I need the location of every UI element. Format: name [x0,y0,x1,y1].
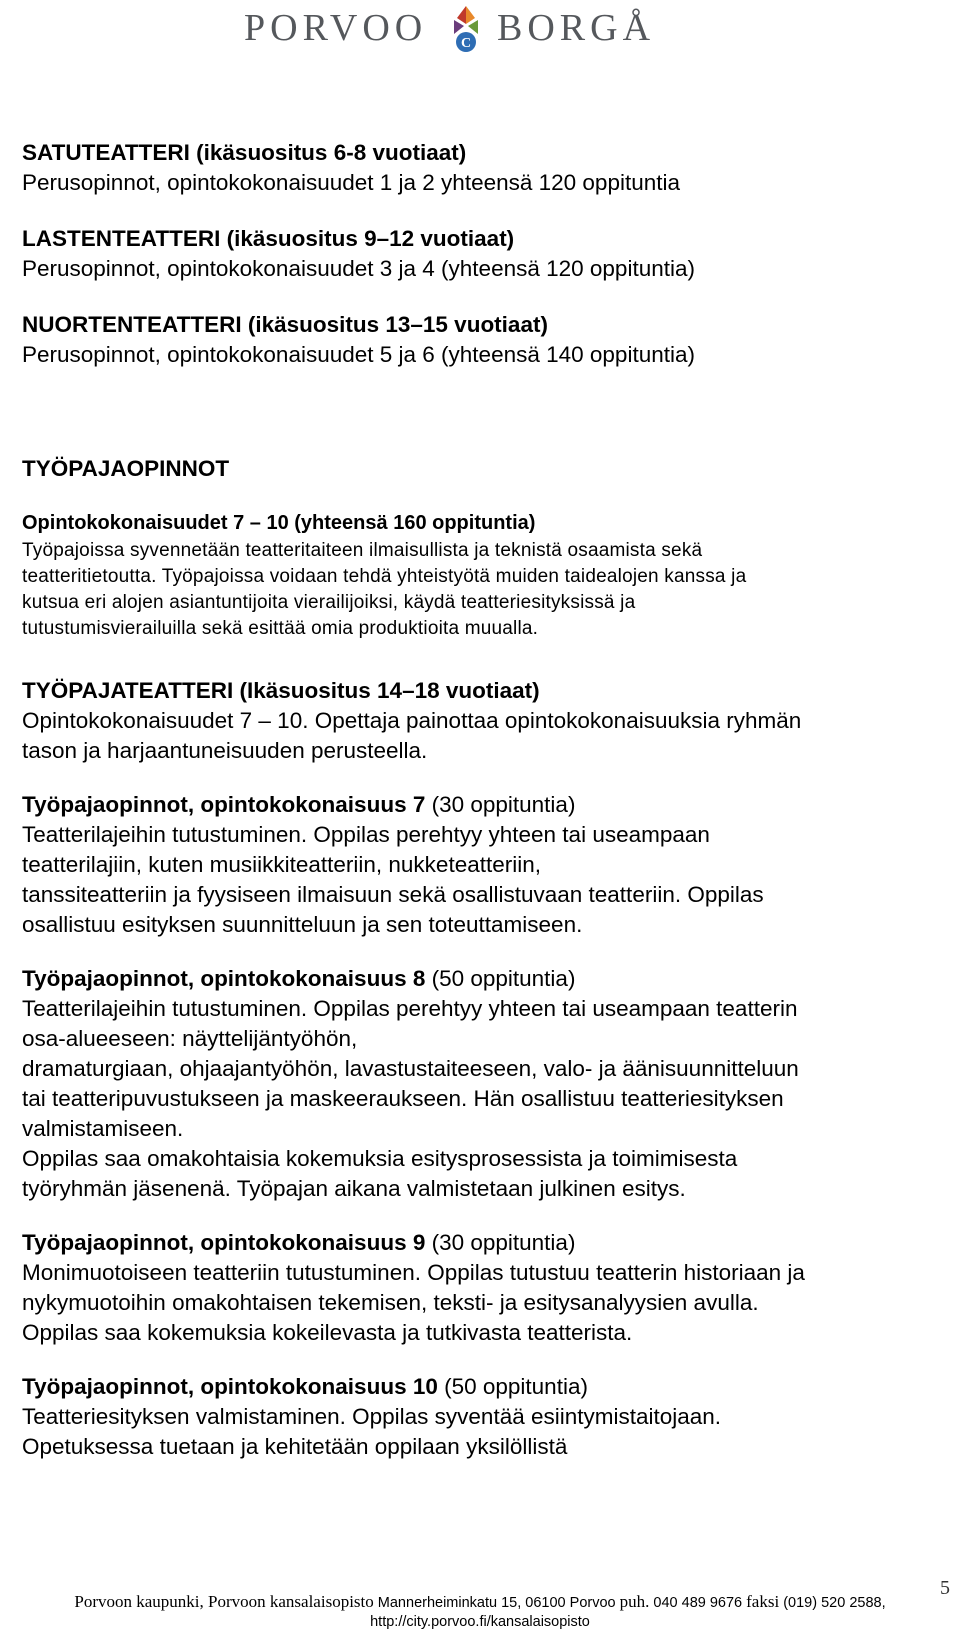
section-subheading: Opintokokonaisuudet 7 – 10 (yhteensä 160 oppituntia) [22,512,536,534]
section-tyopajateatteri [22,676,942,766]
footer-phone-label: puh. [619,1592,650,1611]
paragraph-line: osa-alueeseen: näyttelijäntyöhön, [22,1026,358,1051]
paragraph-line: tanssiteatteriin ja fyysiseen ilmaisuun sekä osallistuvaan teatteriin. Oppilas [22,882,764,907]
footer-phone: 040 489 9676 [649,1595,747,1611]
footer-contact-line [0,1592,960,1613]
paragraph-line: tutustumisvierailuilla sekä esittää omia produktioita muualla. [22,618,539,639]
footer-fax-label: faksi [746,1592,780,1611]
paragraph-line: osallistuu esityksen suunnitteluun ja sen toteuttamiseen. [22,912,583,937]
paragraph-line: tai teatteripuvustukseen ja maskeeraukseen. Hän osallistuu teatteriesityksen [22,1086,784,1111]
section-title: LASTENTEATTERI (ikäsuositus 9–12 vuotiaat) [22,226,515,251]
section-text: Perusopinnot, opintokokonaisuudet 3 ja 4 (yhteensä 120 oppituntia) [22,256,695,281]
section-title [22,1372,942,1402]
section-tyopajaopinnot [22,454,942,642]
paragraph-line: kutsua eri alojen asiantuntijoita vierailijoiksi, käydä teatteriesityksissä ja [22,592,636,613]
footer-url[interactable]: http://city.porvoo.fi/kansalaisopisto [370,1614,590,1630]
footer-fax: (019) 520 2588, [779,1595,886,1611]
title-hours: (50 oppituntia) [437,1374,588,1399]
title-hours: (30 oppituntia) [425,792,576,817]
section-opintokokonaisuus-9 [22,1228,942,1348]
paragraph-line: Oppilas saa omakohtaisia kokemuksia esitysprosessista ja toimimisesta [22,1146,738,1171]
paragraph-line: työryhmän jäsenenä. Työpajan aikana valmistetaan julkinen esitys. [22,1176,686,1201]
paragraph-line: valmistamiseen. [22,1116,184,1141]
city-emblem-icon [436,0,496,56]
section-title: NUORTENTEATTERI (ikäsuositus 13–15 vuotiaat) [22,312,548,337]
paragraph-line: Opetuksessa tuetaan ja kehitetään oppilaan yksilöllistä [22,1434,568,1459]
paragraph-line: Teatterilajeihin tutustuminen. Oppilas perehtyy yhteen tai useampaan [22,822,710,847]
section-text: Perusopinnot, opintokokonaisuudet 1 ja 2 yhteensä 120 oppituntia [22,170,680,195]
paragraph-line: teatterilajiin, kuten musiikkiteatteriin, nukketeatteriin, [22,852,541,877]
title-hours: (30 oppituntia) [425,1230,576,1255]
section-text: Perusopinnot, opintokokonaisuudet 5 ja 6 (yhteensä 140 oppituntia) [22,342,695,367]
paragraph-line: Oppilas saa kokemuksia kokeilevasta ja tutkivasta teatterista. [22,1320,633,1345]
svg-text:C: C [460,36,472,51]
paragraph-line: Monimuotoiseen teatteriin tutustuminen. Oppilas tutustuu teatterin historiaan ja [22,1260,805,1285]
section-opintokokonaisuus-10 [22,1372,942,1462]
paragraph-line: tason ja harjaantuneisuuden perusteella. [22,738,428,763]
paragraph-line: Opintokokonaisuudet 7 – 10. Opettaja painottaa opintokokonaisuuksia ryhmän [22,708,802,733]
paragraph-line: dramaturgiaan, ohjaajantyöhön, lavastustaiteeseen, valo- ja äänisuunnitteluun [22,1056,799,1081]
footer-address: Mannerheiminkatu 15, 06100 Porvoo [373,1595,620,1611]
title-bold: Työpajaopinnot, opintokokonaisuus 10 [22,1374,438,1399]
section-title: SATUTEATTERI (ikäsuositus 6-8 vuotiaat) [22,140,467,165]
section-title: TYÖPAJATEATTERI (Ikäsuositus 14–18 vuotiaat) [22,678,540,703]
page-number: 5 [940,1577,950,1599]
section-title [22,790,942,820]
section-heading: TYÖPAJAOPINNOT [22,456,230,481]
page-footer [0,1592,960,1632]
logo-text-porvoo: PORVOO [244,7,428,49]
section-opintokokonaisuus-7 [22,790,942,940]
section-lastenteatteri [22,224,942,284]
section-title [22,1228,942,1258]
paragraph-line: teatteritietoutta. Työpajoissa voidaan tehdä yhteistyötä muiden taidealojen kanssa ja [22,566,747,587]
logo-text-borga: BORGÅ [497,7,656,49]
footer-organization: Porvoon kaupunki, Porvoon kansalaisopisto [74,1592,374,1611]
title-bold: Työpajaopinnot, opintokokonaisuus 9 [22,1230,426,1255]
porvoo-borga-logo [0,0,960,56]
title-bold: Työpajaopinnot, opintokokonaisuus 8 [22,966,426,991]
title-bold: Työpajaopinnot, opintokokonaisuus 7 [22,792,426,817]
section-title [22,964,942,994]
paragraph-line: Työpajoissa syvennetään teatteritaiteen ilmaisullista ja teknistä osaamista sekä [22,540,703,561]
section-opintokokonaisuus-8 [22,964,942,1204]
section-nuortenteatteri [22,310,942,370]
paragraph-line: Teatteriesityksen valmistaminen. Oppilas syventää esiintymistaitojaan. [22,1404,722,1429]
paragraph-line: nykymuotoihin omakohtaisen tekemisen, teksti- ja esitysanalyysien avulla. [22,1290,759,1315]
section-satuteatteri [22,138,942,198]
title-hours: (50 oppituntia) [425,966,576,991]
paragraph-line: Teatterilajeihin tutustuminen. Oppilas perehtyy yhteen tai useampaan teatterin [22,996,798,1021]
